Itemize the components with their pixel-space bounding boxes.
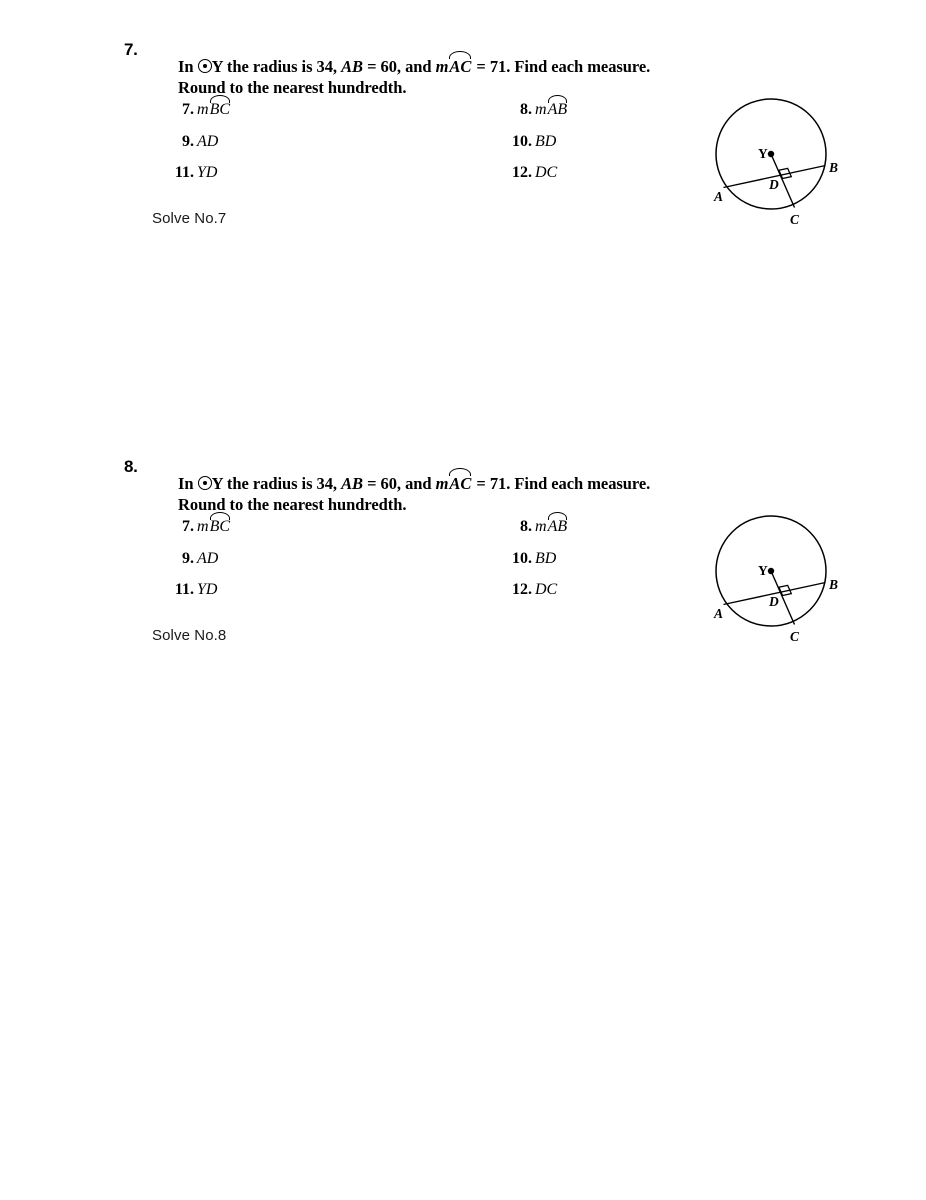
arc-endpoints: AC — [449, 474, 472, 493]
problem-item-8[interactable] — [488, 517, 728, 537]
arc-notation — [448, 473, 472, 494]
arc-cap-icon — [449, 51, 471, 59]
arc-cap-icon — [449, 468, 471, 476]
problem-block-7 — [0, 40, 926, 270]
problem-item-9[interactable] — [150, 549, 390, 569]
problem-item-11[interactable] — [150, 163, 390, 183]
arc-endpoints: AC — [449, 57, 472, 76]
item-number: 9. — [182, 132, 194, 150]
prompt-chord-label: AB — [341, 57, 364, 76]
arc-notation — [209, 100, 231, 120]
item-number: 10. — [512, 132, 532, 150]
label-y: Y — [758, 146, 768, 161]
block-number: 8. — [124, 457, 138, 476]
label-d: D — [769, 594, 779, 609]
prompt-text-1: the radius is 34, — [226, 474, 342, 493]
item-label: BD — [535, 132, 557, 150]
odot-icon — [198, 476, 212, 490]
item-measure-prefix: m — [535, 101, 547, 118]
problem-item-list — [150, 517, 650, 612]
item-number: 10. — [512, 549, 532, 567]
problem-item-9[interactable] — [150, 132, 390, 152]
label-a: A — [714, 606, 724, 621]
item-row — [150, 549, 650, 581]
item-label: BD — [535, 549, 557, 567]
item-number: 12. — [512, 581, 532, 598]
problem-item-7[interactable] — [150, 100, 390, 120]
item-label: YD — [197, 581, 218, 598]
label-c: C — [790, 629, 800, 644]
prompt-center-letter: Y — [211, 57, 227, 76]
item-measure-prefix: m — [197, 518, 209, 535]
problem-item-8[interactable] — [488, 100, 728, 120]
prompt-text-3: = 71. Find each measure. Round to the nearest hundredth. — [178, 474, 651, 514]
item-row — [150, 132, 650, 164]
item-measure-prefix: m — [535, 518, 547, 535]
item-row — [150, 580, 650, 612]
arc-notation — [547, 100, 569, 120]
arc-endpoints: AB — [547, 101, 568, 118]
arc-endpoints: BC — [209, 101, 231, 118]
odot-icon — [198, 59, 212, 73]
item-number: 11. — [174, 164, 194, 181]
item-number: 8. — [520, 101, 532, 118]
center-point-dot — [768, 151, 774, 157]
problem-block-8 — [0, 457, 926, 687]
item-number: 11. — [174, 581, 194, 598]
item-label: DC — [535, 581, 558, 598]
problem-prompt — [178, 473, 668, 515]
arc-cap-icon — [210, 512, 230, 520]
problem-item-7[interactable] — [150, 517, 390, 537]
arc-cap-icon — [210, 95, 230, 103]
item-number: 7. — [182, 101, 194, 118]
circle-diagram — [708, 471, 878, 646]
center-point-dot — [768, 568, 774, 574]
problem-item-10[interactable] — [488, 132, 728, 152]
problem-prompt — [178, 56, 668, 98]
prompt-lead: In — [178, 57, 198, 76]
item-row — [150, 163, 650, 195]
problem-item-list — [150, 100, 650, 195]
item-number: 7. — [182, 518, 194, 535]
prompt-lead: In — [178, 474, 198, 493]
item-number: 9. — [182, 549, 194, 567]
arc-cap-icon — [548, 95, 568, 103]
arc-endpoints: BC — [209, 518, 231, 535]
label-y: Y — [758, 563, 768, 578]
item-label: YD — [197, 164, 218, 181]
problem-item-11[interactable] — [150, 580, 390, 600]
arc-notation — [448, 56, 472, 77]
arc-notation — [209, 517, 231, 537]
item-number: 12. — [512, 164, 532, 181]
problem-item-10[interactable] — [488, 549, 728, 569]
prompt-center-letter: Y — [211, 474, 227, 493]
prompt-text-2: = 60, and — [363, 474, 436, 493]
label-b: B — [829, 577, 839, 592]
block-number: 7. — [124, 40, 138, 59]
label-a: A — [714, 189, 724, 204]
prompt-arc-measure-m: m — [435, 57, 449, 76]
solve-note: Solve No.8 — [152, 627, 227, 644]
item-label: AD — [197, 549, 219, 567]
prompt-text-2: = 60, and — [363, 57, 436, 76]
prompt-arc-measure-m: m — [435, 474, 449, 493]
label-b: B — [829, 160, 839, 175]
prompt-text-3: = 71. Find each measure. Round to the nearest hundredth. — [178, 57, 651, 97]
circle-diagram — [708, 54, 878, 229]
item-row — [150, 517, 650, 549]
prompt-chord-label: AB — [341, 474, 364, 493]
problem-item-12[interactable] — [488, 163, 728, 183]
arc-cap-icon — [548, 512, 568, 520]
label-d: D — [769, 177, 779, 192]
item-label: AD — [197, 132, 219, 150]
prompt-text-1: the radius is 34, — [226, 57, 342, 76]
item-measure-prefix: m — [197, 101, 209, 118]
item-label: DC — [535, 164, 558, 181]
arc-notation — [547, 517, 569, 537]
arc-endpoints: AB — [547, 518, 568, 535]
label-c: C — [790, 212, 800, 227]
solve-note: Solve No.7 — [152, 210, 227, 227]
item-number: 8. — [520, 518, 532, 535]
problem-item-12[interactable] — [488, 580, 728, 600]
item-row — [150, 100, 650, 132]
